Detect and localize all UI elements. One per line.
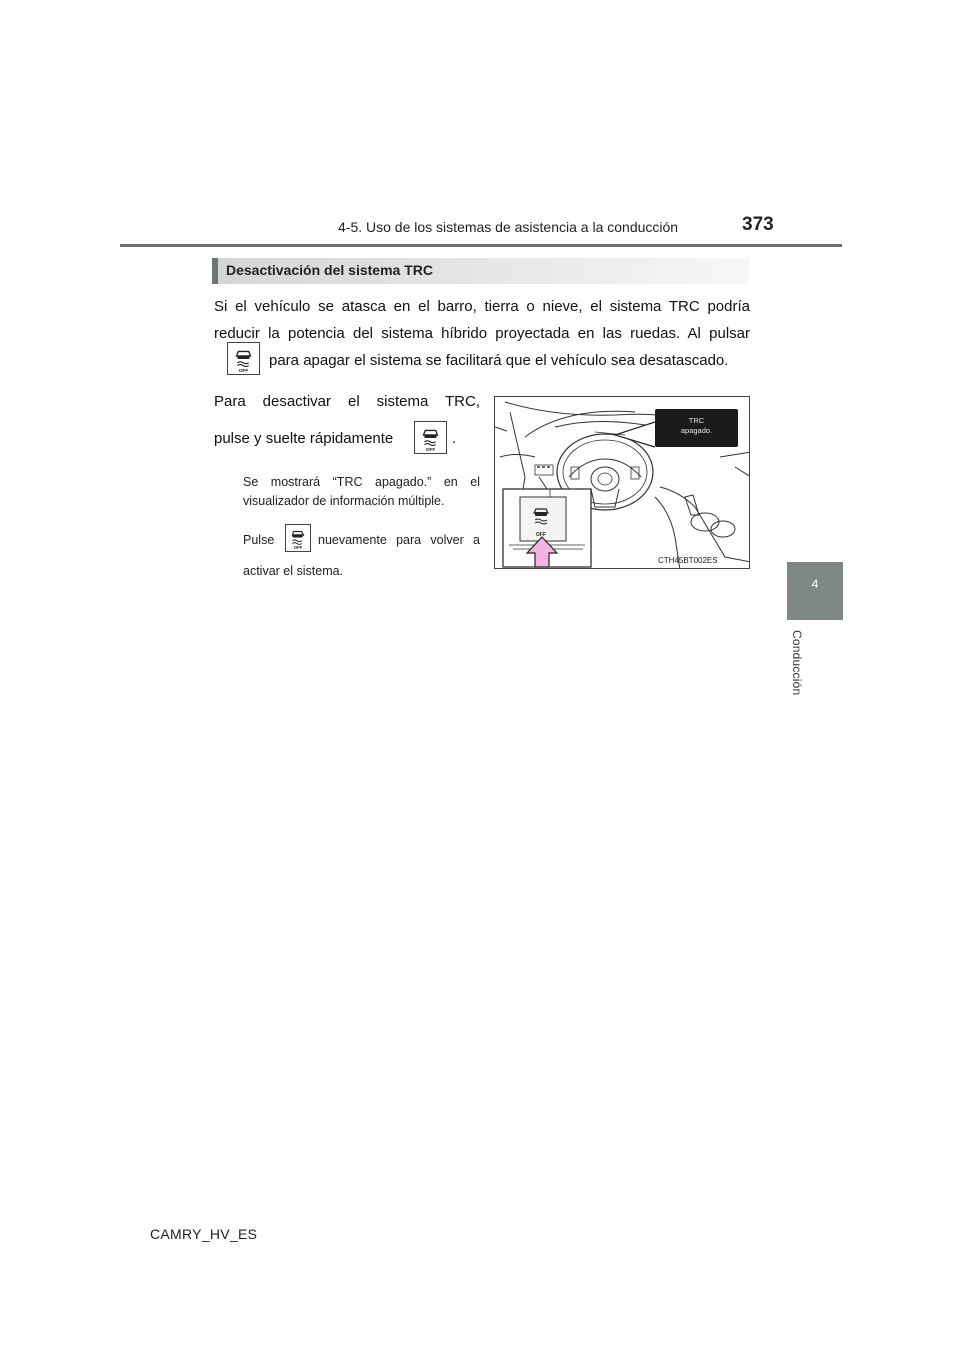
model-code: CAMRY_HV_ES [150, 1226, 258, 1242]
svg-text:OFF: OFF [238, 368, 249, 374]
chapter-tab-number: 4 [811, 577, 819, 591]
note2-start: Pulse [243, 533, 275, 547]
intro-line-1: Si el vehículo se atasca en el barro, tierra o nieve, el sistema TRC podría [214, 298, 750, 315]
step-line-2-end: . [452, 430, 457, 447]
page-number: 373 [742, 214, 774, 235]
header-section-title: 4-5. Uso de los sistemas de asistencia a la conducción [338, 219, 679, 235]
note2-end: nuevamente para volver a [318, 533, 480, 547]
figure-button-label: OFF [536, 532, 546, 538]
section-title: Desactivación del sistema TRC [226, 262, 433, 278]
svg-text:OFF: OFF [293, 545, 303, 551]
chapter-tab-label: Conducción [790, 630, 804, 696]
trc-off-switch-icon [414, 421, 447, 454]
callout-line-2: apagado. [680, 426, 713, 435]
note-line-1: Se mostrará “TRC apagado.” en el [243, 475, 480, 489]
intro-line-3: para apagar el sistema se facilitará que el vehículo sea desatascado. [269, 352, 729, 369]
step-line-1: Para desactivar el sistema TRC, [214, 393, 480, 410]
header-divider [120, 244, 842, 247]
trc-off-switch-icon [227, 342, 260, 375]
intro-line-2: reducir la potencia del sistema híbrido proyectada en las ruedas. Al pulsar [214, 325, 750, 342]
trc-off-switch-icon [285, 524, 311, 552]
chapter-tab [787, 562, 843, 620]
callout-line-1: TRC [688, 416, 705, 425]
step-line-2: pulse y suelte rápidamente [214, 430, 394, 447]
display-callout-text [655, 416, 738, 436]
svg-text:OFF: OFF [425, 447, 436, 453]
note2-line-2: activar el sistema. [243, 564, 344, 578]
figure-code: CTH45BT002ES [658, 556, 718, 565]
note-line-2: visualizador de información múltiple. [243, 494, 445, 508]
